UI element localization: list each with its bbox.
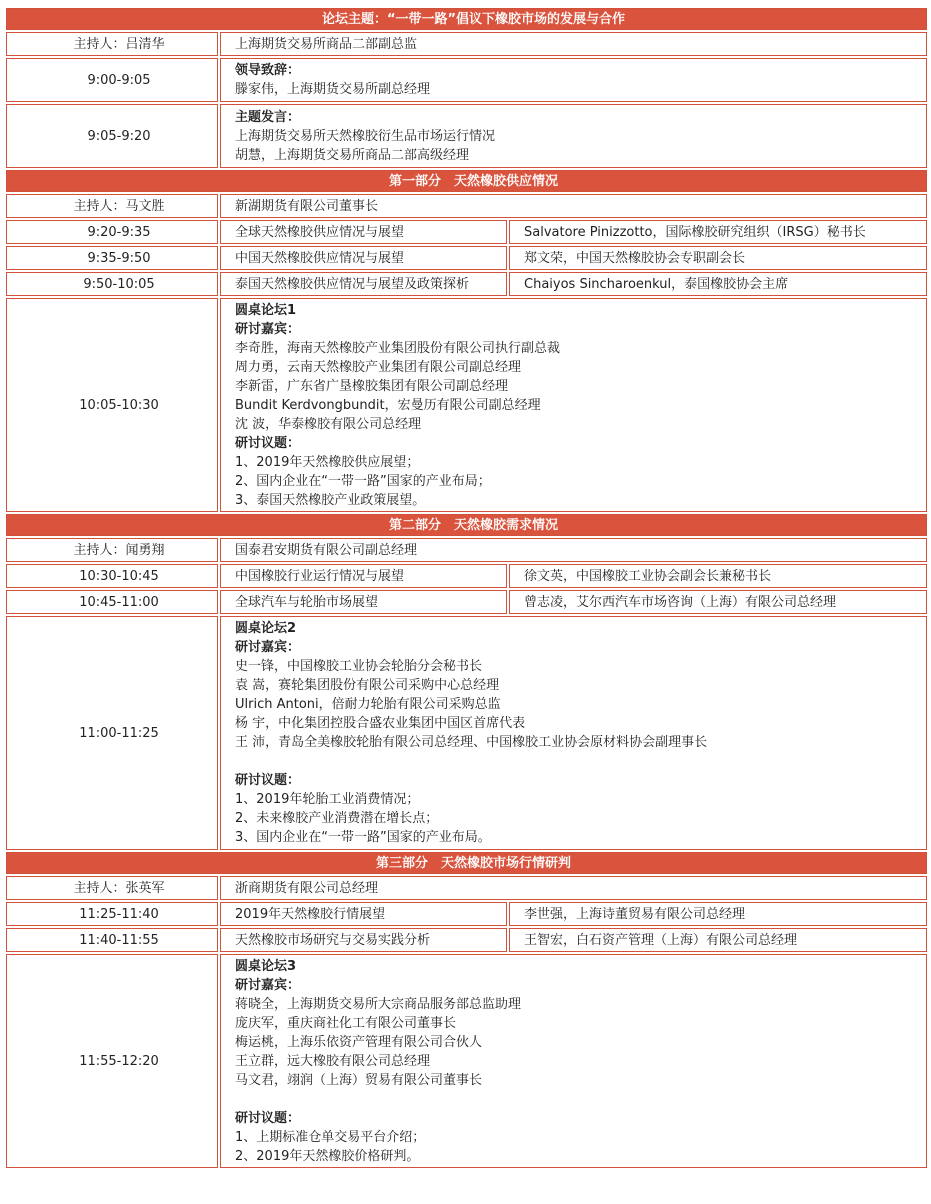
talk-topic: 天然橡胶市场研究与交易实践分析 [220,928,507,952]
roundtable-content [220,298,927,512]
talk-topic: 泰国天然橡胶供应情况与展望及政策探析 [220,272,507,296]
topic-item: 3、国内企业在“一带一路”国家的产业布局。 [235,830,491,845]
guest-item: 庞庆军，重庆商社化工有限公司董事长 [235,1015,457,1031]
session-heading: 领导致辞： [235,63,301,78]
guests-label: 研讨嘉宾： [235,640,301,655]
host-desc: 上海期货交易所商品二部副总监 [220,32,927,56]
host-label: 主持人：马文胜 [6,194,218,218]
spacer [235,1090,926,1109]
talk-topic: 中国天然橡胶供应情况与展望 [220,246,507,270]
guest-item: Ulrich Antoni，倍耐力轮胎有限公司采购总监 [235,697,501,712]
talk-speaker: 王智宏，白石资产管理（上海）有限公司总经理 [509,928,927,952]
session-content [220,58,927,102]
part3-title: 第三部分 天然橡胶市场行情研判 [6,852,927,874]
session-line: 上海期货交易所天然橡胶衍生品市场运行情况 [235,128,496,144]
talk-topic: 全球汽车与轮胎市场展望 [220,590,507,614]
topics-label: 研讨议题： [235,435,301,451]
session-line: 滕家伟，上海期货交易所副总经理 [235,82,431,97]
topic-item: 1、2019年轮胎工业消费情况； [235,792,420,807]
roundtable-content [220,954,927,1168]
guest-item: 周力勇，云南天然橡胶产业集团有限公司副总经理 [235,359,522,375]
guest-item: 李新雷，广东省广垦橡胶集团有限公司副总经理 [235,378,509,394]
topic-item: 2、国内企业在“一带一路”国家的产业布局； [235,473,491,489]
talk-time: 10:30-10:45 [6,564,218,588]
talk-time: 9:35-9:50 [6,246,218,270]
guest-item: 袁 嵩，赛轮集团股份有限公司采购中心总经理 [235,678,500,693]
talk-time: 9:20-9:35 [6,220,218,244]
forum-title: 论坛主题：“一带一路”倡议下橡胶市场的发展与合作 [6,8,927,30]
talk-speaker: Salvatore Pinizzotto，国际橡胶研究组织（IRSG）秘书长 [509,220,927,244]
host-desc: 国泰君安期货有限公司副总经理 [220,538,927,562]
spacer [235,752,926,771]
talk-speaker: 曾志凌，艾尔西汽车市场咨询（上海）有限公司总经理 [509,590,927,614]
talk-speaker: 郑文荣，中国天然橡胶协会专职副会长 [509,246,927,270]
topic-item: 1、2019年天然橡胶供应展望； [235,454,420,470]
roundtable-time: 11:55-12:20 [6,954,218,1168]
roundtable-title: 圆桌论坛3 [235,958,297,974]
guest-item: 沈 波，华泰橡胶有限公司总经理 [235,416,422,432]
agenda-table [4,6,929,1170]
talk-time: 10:45-11:00 [6,590,218,614]
part1-title: 第一部分 天然橡胶供应情况 [6,170,927,192]
roundtable-time: 11:00-11:25 [6,616,218,850]
guest-item: 王立群，远大橡胶有限公司总经理 [235,1053,431,1069]
host-label: 主持人：吕清华 [6,32,218,56]
host-desc: 新湖期货有限公司董事长 [220,194,927,218]
session-time: 9:00-9:05 [6,58,218,102]
talk-speaker: 李世强，上海诗董贸易有限公司总经理 [509,902,927,926]
talk-topic: 2019年天然橡胶行情展望 [220,902,507,926]
host-label: 主持人：张英军 [6,876,218,900]
guest-item: 王 沛，青岛全美橡胶轮胎有限公司总经理、中国橡胶工业协会原材料协会副理事长 [235,735,708,750]
guests-label: 研讨嘉宾： [235,321,301,337]
topic-item: 2、未来橡胶产业消费潜在增长点； [235,811,439,826]
topic-item: 2、2019年天然橡胶价格研判。 [235,1148,420,1164]
part2-title: 第二部分 天然橡胶需求情况 [6,514,927,536]
roundtable-title: 圆桌论坛2 [235,621,297,636]
session-line: 胡慧，上海期货交易所商品二部高级经理 [235,147,470,163]
topics-label: 研讨议题： [235,773,301,788]
roundtable-time: 10:05-10:30 [6,298,218,512]
host-desc: 浙商期货有限公司总经理 [220,876,927,900]
guests-label: 研讨嘉宾： [235,977,301,993]
topic-item: 1、上期标准仓单交易平台介绍； [235,1129,426,1145]
talk-speaker: Chaiyos Sincharoenkul，泰国橡胶协会主席 [509,272,927,296]
session-heading: 主题发言： [235,109,301,125]
session-time: 9:05-9:20 [6,104,218,168]
topics-label: 研讨议题： [235,1110,301,1126]
topic-item: 3、泰国天然橡胶产业政策展望。 [235,492,426,508]
roundtable-content [220,616,927,850]
guest-item: 蒋晓全，上海期货交易所大宗商品服务部总监助理 [235,996,522,1012]
talk-topic: 全球天然橡胶供应情况与展望 [220,220,507,244]
talk-speaker: 徐文英，中国橡胶工业协会副会长兼秘书长 [509,564,927,588]
guest-item: 史一锋，中国橡胶工业协会轮胎分会秘书长 [235,659,483,674]
roundtable-title: 圆桌论坛1 [235,302,297,318]
guest-item: Bundit Kerdvongbundit，宏曼历有限公司副总经理 [235,397,541,413]
guest-item: 杨 宇，中化集团控股合盛农业集团中国区首席代表 [235,716,526,731]
talk-time: 11:25-11:40 [6,902,218,926]
talk-time: 9:50-10:05 [6,272,218,296]
guest-item: 马文君，翊润（上海）贸易有限公司董事长 [235,1072,483,1088]
guest-item: 李奇胜，海南天然橡胶产业集团股份有限公司执行副总裁 [235,340,561,356]
host-label: 主持人：闻勇翔 [6,538,218,562]
talk-topic: 中国橡胶行业运行情况与展望 [220,564,507,588]
talk-time: 11:40-11:55 [6,928,218,952]
session-content [220,104,927,168]
guest-item: 梅运桃，上海乐依资产管理有限公司合伙人 [235,1034,483,1050]
